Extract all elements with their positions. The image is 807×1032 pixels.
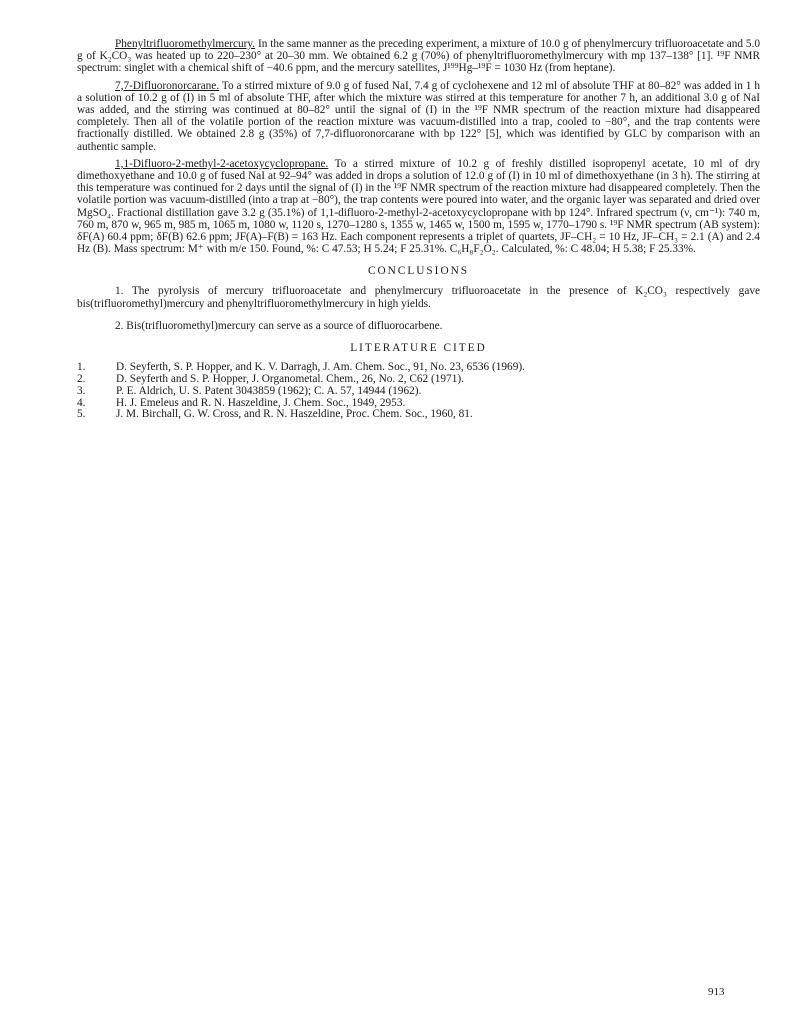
compound-title: 1,1-Difluoro-2-methyl-2-acetoxycyclopropane. xyxy=(115,157,329,170)
reference-number: 4. xyxy=(77,396,86,409)
reference-list xyxy=(77,362,760,421)
experimental-paragraph xyxy=(77,158,760,256)
reference-text: H. J. Emeleus and R. N. Haszeldine, J. Chem. Soc., 1949, 2953. xyxy=(116,396,406,409)
conclusion-item: 1. The pyrolysis of mercury trifluoroacetate and phenylmercury trifluoroacetate in the presence of K₂CO₃ respectively gave bis(trifluoromethyl)mercury and phenyltrifluoromethylmercury in high yields. xyxy=(77,285,760,311)
page-number: 913 xyxy=(708,986,725,998)
reference-number: 1. xyxy=(77,361,86,374)
reference-text: D. Seyferth, S. P. Hopper, and K. V. Darragh, J. Am. Chem. Soc., 91, No. 23, 6536 (1969). xyxy=(116,361,525,374)
compound-title: 7,7-Difluoronorcarane. xyxy=(115,79,220,92)
reference-text: D. Seyferth and S. P. Hopper, J. Organometal. Chem., 26, No. 2, C62 (1971). xyxy=(116,373,464,386)
paragraph-text: To a stirred mixture of 10.2 g of freshly distilled isopropenyl acetate, 10 ml of dry dimethoxyethane and 10.0 g of fused NaI at 92–94° was added in drops a solution of 12.0 g of (I) in 10 ml of dimethoxyethane (in 3 h). The stirring at this temperature was continued for 2 days until the signal of (I) in the ¹⁹F NMR spectrum of the reaction mixture had disappeared completely. Then the volatile portion was vacuum-distilled (into a trap at −80°), the trap contents were poured into water, and the organic layer was separated and dried over MgSO₄. Fractional distillation gave 3.2 g (35.1%) of 1,1-difluoro-2-methyl-2-acetoxycyclopropane with bp 124°. Infrared spectrum (ν, cm⁻¹): 740 m, 760 m, 870 w, 965 m, 985 m, 1065 m, 1080 w, 1120 s, 1270–1280 s, 1355 w, 1465 w, 1500 m, 1595 w, 1770–1790 s. ¹⁹F NMR spectrum (AB system): δF(A) 60.4 ppm; δF(B) 62.6 ppm; JF(A)–F(B) = 163 Hz. Each component represents a triplet of quartets, JF–CH₂ = 10 Hz, JF–CH₃ = 2.1 (A) and 2.4 Hz (B). Mass spectrum: M⁺ with m/e 150. Found, %: C 47.53; H 5.24; F 25.31%. C₆H₈F₂O₂. Calculated, %: C 48.04; H 5.38; F 25.33%. xyxy=(77,157,760,256)
reference-item xyxy=(77,386,760,398)
references-heading: LITERATURE CITED xyxy=(350,342,487,355)
page-body xyxy=(77,38,760,421)
experimental-paragraph xyxy=(77,80,760,153)
reference-text: J. M. Birchall, G. W. Cross, and R. N. Haszeldine, Proc. Chem. Soc., 1960, 81. xyxy=(116,408,473,421)
reference-number: 2. xyxy=(77,373,86,386)
conclusion-item: 2. Bis(trifluoromethyl)mercury can serve as a source of difluorocarbene. xyxy=(115,319,443,332)
conclusions-heading: CONCLUSIONS xyxy=(367,265,470,278)
paragraph-text: In the same manner as the preceding experiment, a mixture of 10.0 g of phenylmercury trifluoroacetate and 5.0 g of K₂CO₃ was heated up to 220–230° at 20–30 mm. We obtained 6.2 g (70%) of phenyltrifluoromethylmercury with mp 137–138° [1]. ¹⁹F NMR spectrum: singlet with a chemical shift of −40.6 ppm, and the mercury satellites, J¹⁹⁹Hg–¹⁹F = 1030 Hz (from heptane). xyxy=(77,38,760,75)
reference-text: P. E. Aldrich, U. S. Patent 3043859 (1962); C. A. 57, 14944 (1962). xyxy=(116,384,422,397)
compound-title: Phenyltrifluoromethylmercury. xyxy=(115,38,256,50)
experimental-paragraph xyxy=(77,38,760,75)
reference-item xyxy=(77,409,760,421)
reference-number: 3. xyxy=(77,384,86,397)
paragraph-text: To a stirred mixture of 9.0 g of fused NaI, 7.4 g of cyclohexene and 12 ml of absolute THF at 80–82° was added in 1 h a solution of 10.2 g of (I) in 5 ml of absolute THF, after which the mixture was stirred at this temperature for another 7 h, an additional 3.0 g of NaI was added, and the stirring was continued at 80–82° until the signal of (I) in the ¹⁹F NMR spectrum of the reaction mixture had disappeared completely. Then all of the volatile portion of the reaction mixture was vacuum-distilled into a trap, cooled to −80°, and the trap contents were fractionally distilled. We obtained 2.8 g (35%) of 7,7-difluoronorcarane with bp 122° [5], which was identified by GLC by comparison with an authentic sample. xyxy=(77,79,760,153)
reference-number: 5. xyxy=(77,408,86,421)
